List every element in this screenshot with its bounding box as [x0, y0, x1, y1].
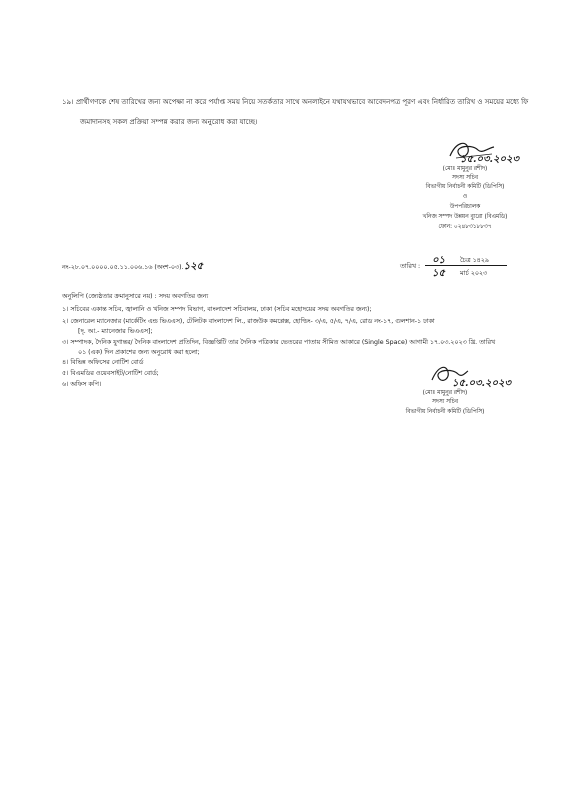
date-label: তারিখ : [400, 263, 421, 270]
date-bangla-day: ০১ [432, 255, 445, 266]
signature-2-date: ১৫.০৩.২০২৩ [452, 378, 511, 389]
copies-item-4: ৪। বিভিন্ন অফিসের নোটিশ বোর্ড [62, 359, 144, 366]
signature-2-name: (মোঃ মামুনুর রশীদ) [422, 390, 468, 396]
signature-1-title-2: বিভাগীয় নির্বাচনী কমিটি (ডিপিসি) [425, 184, 505, 190]
paragraph-19-line-2: জমাদানসহ সকল প্রক্রিয়া সম্পন্ন করার জন্য অনুরোধ করা যাচ্ছে। [80, 118, 258, 126]
date-greg-month: মার্চ ২০২৩ [460, 270, 488, 277]
date-greg-day: ১৫ [432, 268, 445, 279]
copies-item-3-line-1: ৩। সম্পাদক, দৈনিক যুগান্তর/ দৈনিক বাংলাদেশ প্রতিদিন, বিজ্ঞপ্তিটি তার দৈনিক পত্রিকার ভেতরের পাতায় সীমিত আকারে (Single Space) আগামী ১৭.০৩.২০২৩ খ্রি. তারিখ [62, 339, 496, 346]
copies-item-2-line-2: [দৃ. আ.- ম্যানেজার ভিএএস]; [78, 328, 153, 335]
signature-1-and: ও [462, 194, 468, 200]
date-bangla-month: চৈত্র ১৪২৯ [460, 257, 489, 264]
signature-1-title-3: উপপরিচালক [449, 204, 481, 210]
memo-number [62, 262, 203, 272]
paragraph-19-line-1: ১৯। প্রার্থীগণকে শেষ তারিখের জন্য অপেক্ষা না করে পর্যাপ্ত সময় নিয়ে সতর্কতার সাথে অনলাইনে যথাযথভাবে আবেদনপত্র পূরণ এবং নির্ধারিত তারিখ ও সময়ের মধ্যে ফি [62, 98, 529, 106]
signature-1-name: (মোঃ মামুনুর রশীদ) [442, 166, 488, 172]
copies-item-3-line-2: ০১ (এক) দিন প্রকাশের জন্য অনুরোধ করা হলো; [78, 349, 200, 356]
memo-number-handwritten: ১২৫ [183, 261, 204, 272]
copies-item-2-line-1: ২। জেনারেল ম্যানেজার (মার্কেটিং এন্ড ভিএএস), টেলিটক বাংলাদেশ লি., রাজউক কমপ্লেক্স, হোল্ডিং- ৩/এ, ৫/এ, ৭/এ, রোড নং-১৭, গুলশান-১ ঢাকা [62, 318, 435, 325]
memo-number-printed: নং-২৮.০৭.০০০০.০৫.১১.০০৬.১৬ (অংশ-০৩). [62, 264, 184, 271]
signature-2-title-2: বিভাগীয় নির্বাচনী কমিটি (ডিপিসি) [405, 409, 485, 415]
copies-item-6: ৬। অফিস কপি। [62, 381, 102, 388]
signature-1-date: ১৫.০৩.২০২৩ [460, 154, 519, 165]
signature-1-phone: ফোন: ০২৪৮৩১৮৮৩৭ [438, 224, 492, 230]
signature-1-office: খনিজ সম্পদ উন্নয়ন ব্যুরো (বিএমডি) [422, 214, 508, 220]
copies-item-5: ৫। বিএমডির ওয়েবসাইট/নোটিশ বোর্ড; [62, 370, 159, 377]
signature-2-title-1: সদস্য সচিব [431, 399, 459, 405]
copies-item-1: ১। সচিবের একান্ত সচিব, জ্বালানি ও খনিজ সম্পদ বিভাগ, বাংলাদেশ সচিবালয়, ঢাকা (সচিব মহোদয়ের সদয় অবগতির জন্য); [62, 306, 372, 313]
copies-heading: অনুলিপি (জ্যেষ্ঠতার ক্রমানুসারে নয়) : সদয় অবগতির জন্য [62, 293, 209, 300]
signature-1-title-1: সদস্য সচিব [451, 175, 479, 181]
